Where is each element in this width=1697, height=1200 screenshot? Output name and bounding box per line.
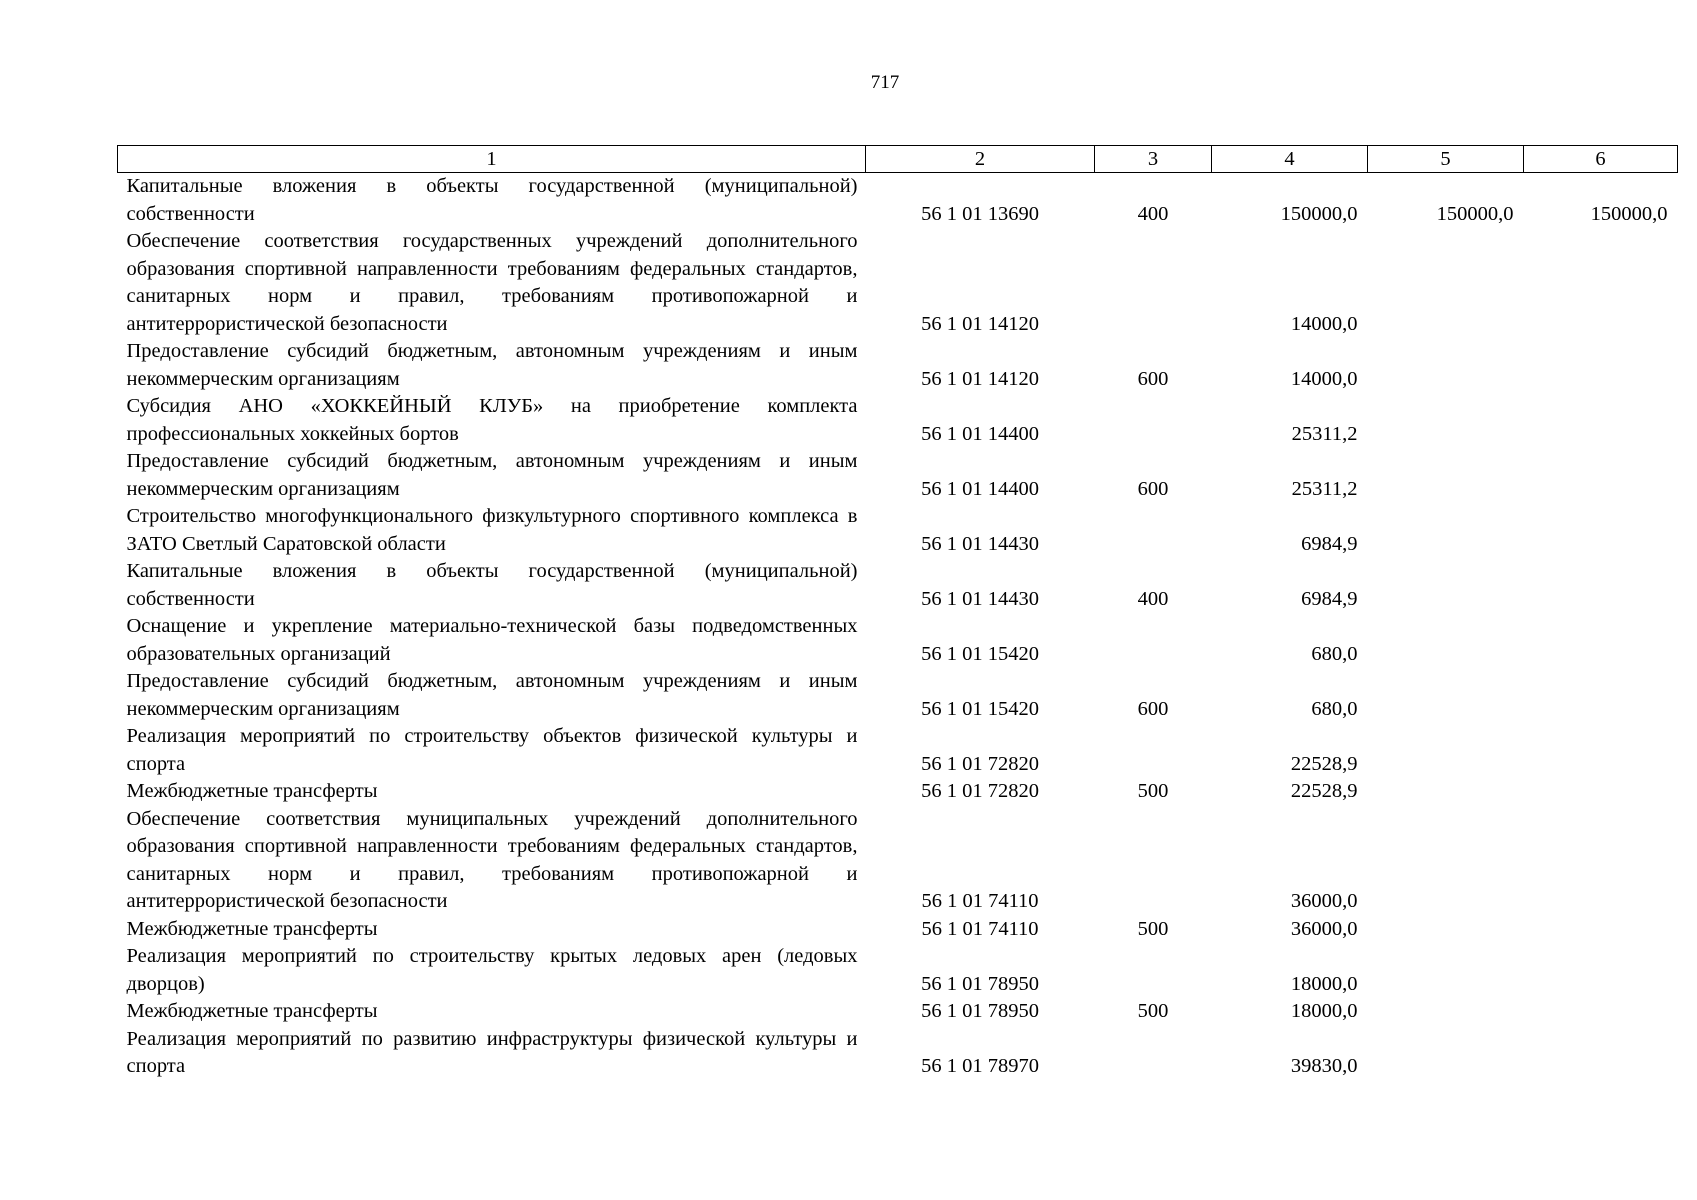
row-value-col6 <box>1524 448 1678 503</box>
row-value-col6 <box>1524 613 1678 668</box>
row-value-col5 <box>1368 503 1524 558</box>
row-value-col4: 680,0 <box>1311 642 1358 665</box>
row-value-col5 <box>1368 943 1524 998</box>
row-code: 56 1 01 14120 <box>921 367 1039 390</box>
row-value-col4: 36000,0 <box>1290 917 1358 940</box>
row-code: 56 1 01 78970 <box>921 1055 1039 1077</box>
table-row <box>118 778 1678 806</box>
row-value-col6 <box>1524 503 1678 558</box>
row-value-col4: 39830,0 <box>1290 1055 1358 1077</box>
row-value-col5 <box>1368 338 1524 393</box>
row-value-col6 <box>1524 943 1678 998</box>
row-expense-type <box>1095 943 1212 998</box>
row-expense-type: 500 <box>1137 1000 1169 1022</box>
row-value-col4: 18000,0 <box>1290 1000 1358 1022</box>
row-description: Реализация мероприятий по строительству объектов физической культуры и спорта <box>126 725 858 775</box>
table-row <box>118 943 1678 998</box>
row-code: 56 1 01 74110 <box>921 917 1039 940</box>
page-number: 717 <box>870 72 900 93</box>
row-description: Строительство многофункционального физкультурного спортивного комплекса в ЗАТО Светлый Саратовской области <box>126 505 858 555</box>
row-value-col6 <box>1524 916 1678 944</box>
column-header: 5 <box>1368 146 1524 173</box>
row-value-col6 <box>1524 668 1678 723</box>
row-value-col6 <box>1524 806 1678 916</box>
row-value-col4: 14000,0 <box>1290 367 1358 390</box>
budget-table <box>117 145 1678 1081</box>
row-expense-type <box>1095 393 1212 448</box>
row-description: Реализация мероприятий по развитию инфраструктуры физической культуры и спорта <box>126 1027 858 1077</box>
row-value-col4: 680,0 <box>1311 697 1358 720</box>
row-expense-type <box>1095 1026 1212 1081</box>
row-expense-type <box>1095 503 1212 558</box>
row-value-col4: 22528,9 <box>1290 752 1358 775</box>
row-value-col4: 150000,0 <box>1280 202 1358 225</box>
table-row <box>118 393 1678 448</box>
row-value-col5: 150000,0 <box>1436 202 1514 225</box>
row-code: 56 1 01 72820 <box>921 780 1039 802</box>
row-description: Капитальные вложения в объекты государственной (муниципальной) собственности <box>126 560 858 610</box>
row-value-col6 <box>1524 998 1678 1026</box>
row-value-col5 <box>1368 613 1524 668</box>
row-description: Межбюджетные трансферты <box>126 917 378 940</box>
row-value-col5 <box>1368 448 1524 503</box>
row-value-col6 <box>1524 338 1678 393</box>
row-code: 56 1 01 14400 <box>921 422 1039 445</box>
row-expense-type: 400 <box>1137 587 1169 610</box>
row-value-col4: 25311,2 <box>1291 477 1358 500</box>
row-value-col4: 6984,9 <box>1301 532 1358 555</box>
table-row <box>118 668 1678 723</box>
row-description: Реализация мероприятий по строительству крытых ледовых арен (ледовых дворцов) <box>126 945 858 995</box>
row-value-col4: 36000,0 <box>1290 890 1358 912</box>
row-value-col5 <box>1368 1026 1524 1081</box>
row-description: Обеспечение соответствия муниципальных учреждений дополнительного образования спортивной направленности требованиям федеральных стандартов, санитарных норм и правил, требованиям противопожарной и антитеррористической безопасности <box>126 807 858 912</box>
table-body <box>118 173 1678 1081</box>
row-value-col6 <box>1524 228 1678 338</box>
table-row <box>118 228 1678 338</box>
column-header: 2 <box>866 146 1095 173</box>
table-row <box>118 173 1678 229</box>
row-code: 56 1 01 74110 <box>921 890 1039 912</box>
row-code: 56 1 01 72820 <box>921 752 1039 775</box>
row-description: Обеспечение соответствия государственных учреждений дополнительного образования спортивной направленности требованиям федеральных стандартов, санитарных норм и правил, требованиям противопожарной и антитеррористической безопасности <box>126 230 858 335</box>
row-code: 56 1 01 15420 <box>921 697 1039 720</box>
row-expense-type <box>1095 228 1212 338</box>
row-description: Предоставление субсидий бюджетным, автономным учреждениям и иным некоммерческим организациям <box>126 450 858 500</box>
row-value-col4: 25311,2 <box>1291 422 1358 445</box>
table-row <box>118 448 1678 503</box>
row-value-col4: 14000,0 <box>1290 312 1358 335</box>
row-value-col5 <box>1368 998 1524 1026</box>
column-header: 6 <box>1524 146 1678 173</box>
row-value-col5 <box>1368 723 1524 778</box>
row-expense-type: 600 <box>1137 477 1169 500</box>
table-row <box>118 558 1678 613</box>
row-expense-type: 500 <box>1137 917 1169 940</box>
row-value-col6 <box>1524 778 1678 806</box>
row-expense-type <box>1095 806 1212 916</box>
row-description: Межбюджетные трансферты <box>126 780 378 802</box>
table-row <box>118 998 1678 1026</box>
row-expense-type: 500 <box>1137 780 1169 802</box>
row-value-col5 <box>1368 806 1524 916</box>
row-description: Предоставление субсидий бюджетным, автономным учреждениям и иным некоммерческим организациям <box>126 670 858 720</box>
row-value-col6 <box>1524 558 1678 613</box>
row-value-col4: 6984,9 <box>1301 587 1358 610</box>
row-expense-type <box>1095 723 1212 778</box>
header-row <box>118 146 1678 173</box>
table-row <box>118 503 1678 558</box>
row-expense-type: 600 <box>1137 367 1169 390</box>
table-row <box>118 338 1678 393</box>
row-code: 56 1 01 78950 <box>921 972 1039 995</box>
row-value-col5 <box>1368 228 1524 338</box>
row-value-col6 <box>1524 723 1678 778</box>
row-value-col6 <box>1524 1026 1678 1081</box>
row-expense-type: 400 <box>1137 202 1169 225</box>
row-value-col4: 18000,0 <box>1290 972 1358 995</box>
column-header: 3 <box>1095 146 1212 173</box>
table-row <box>118 916 1678 944</box>
row-description: Оснащение и укрепление материально-технической базы подведомственных образовательных организаций <box>126 615 858 665</box>
row-code: 56 1 01 14430 <box>921 532 1039 555</box>
column-header: 1 <box>118 146 866 173</box>
row-value-col6: 150000,0 <box>1590 202 1668 225</box>
row-description: Предоставление субсидий бюджетным, автономным учреждениям и иным некоммерческим организациям <box>126 340 858 390</box>
row-description: Капитальные вложения в объекты государственной (муниципальной) собственности <box>126 175 858 225</box>
table-row <box>118 723 1678 778</box>
row-value-col5 <box>1368 668 1524 723</box>
row-value-col5 <box>1368 393 1524 448</box>
row-code: 56 1 01 15420 <box>921 642 1039 665</box>
table-row <box>118 806 1678 916</box>
row-code: 56 1 01 14400 <box>921 477 1039 500</box>
row-expense-type: 600 <box>1137 697 1169 720</box>
row-code: 56 1 01 13690 <box>921 202 1039 225</box>
row-description: Субсидия АНО «ХОККЕЙНЫЙ КЛУБ» на приобретение комплекта профессиональных хоккейных бортов <box>126 395 858 445</box>
row-value-col4: 22528,9 <box>1290 780 1358 802</box>
row-description: Межбюджетные трансферты <box>126 1000 378 1022</box>
row-value-col5 <box>1368 558 1524 613</box>
row-expense-type <box>1095 613 1212 668</box>
table-row <box>118 613 1678 668</box>
column-header: 4 <box>1212 146 1368 173</box>
row-code: 56 1 01 14430 <box>921 587 1039 610</box>
row-value-col5 <box>1368 916 1524 944</box>
row-value-col5 <box>1368 778 1524 806</box>
row-value-col6 <box>1524 393 1678 448</box>
row-code: 56 1 01 78950 <box>921 1000 1039 1022</box>
row-code: 56 1 01 14120 <box>921 312 1039 335</box>
table-row <box>118 1026 1678 1081</box>
